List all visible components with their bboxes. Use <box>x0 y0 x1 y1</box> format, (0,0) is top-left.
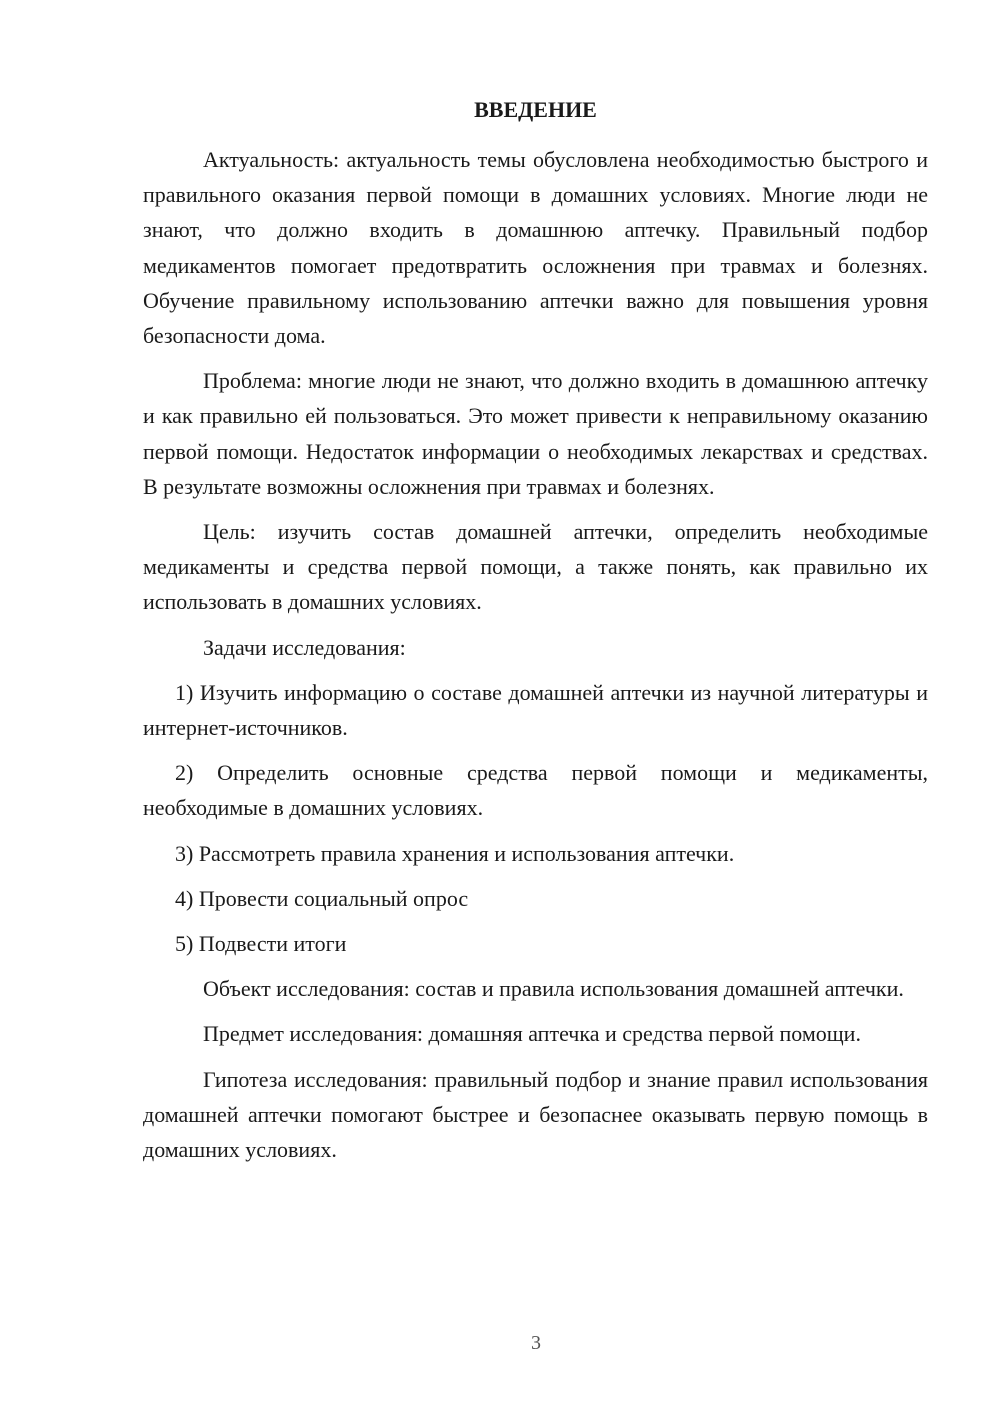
page-content <box>143 92 928 1177</box>
paragraph-relevance: Актуальность: актуальность темы обусловлена необходимостью быстрого и правильного оказания первой помощи в домашних условиях. Многие люди не знают, что должно входить в домашнюю аптечку. Правильный подбор медикаментов помогает предотвратить осложнения при травмах и болезнях. Обучение правильному использованию аптечки важно для повышения уровня безопасности дома. <box>143 147 928 349</box>
task-item-5: 5) Подвести итоги <box>175 931 347 957</box>
page-title: ВВЕДЕНИЕ <box>474 97 597 122</box>
paragraph-subject: Предмет исследования: домашняя аптечка и средства первой помощи. <box>203 1021 861 1047</box>
tasks-heading: Задачи исследования: <box>203 634 406 660</box>
task-item-3: 3) Рассмотреть правила хранения и использования аптечки. <box>175 840 735 866</box>
task-item-1: 1) Изучить информацию о составе домашней аптечки из научной литературы и интернет-источников. <box>143 679 928 741</box>
paragraph-problem: Проблема: многие люди не знают, что должно входить в домашнюю аптечку и как правильно ей пользоваться. Это может привести к неправильному оказанию первой помощи. Недостаток информации о необходимых лекарствах и средствах. В результате возможны осложнения при травмах и болезнях. <box>143 368 928 499</box>
task-item-4: 4) Провести социальный опрос <box>175 885 469 911</box>
task-item-2: 2) Определить основные средства первой помощи и медикаменты, необходимые в домашних условиях. <box>143 760 928 821</box>
paragraph-hypothesis: Гипотеза исследования: правильный подбор и знание правил использования домашней аптечки помогают быстрее и безопаснее оказывать первую помощь в домашних условиях. <box>143 1066 928 1163</box>
paragraph-goal: Цель: изучить состав домашней аптечки, определить необходимые медикаменты и средства первой помощи, а также понять, как правильно их использовать в домашних условиях. <box>143 519 928 615</box>
paragraph-object: Объект исследования: состав и правила использования домашней аптечки. <box>203 976 904 1002</box>
page-number: 3 <box>531 1332 541 1354</box>
